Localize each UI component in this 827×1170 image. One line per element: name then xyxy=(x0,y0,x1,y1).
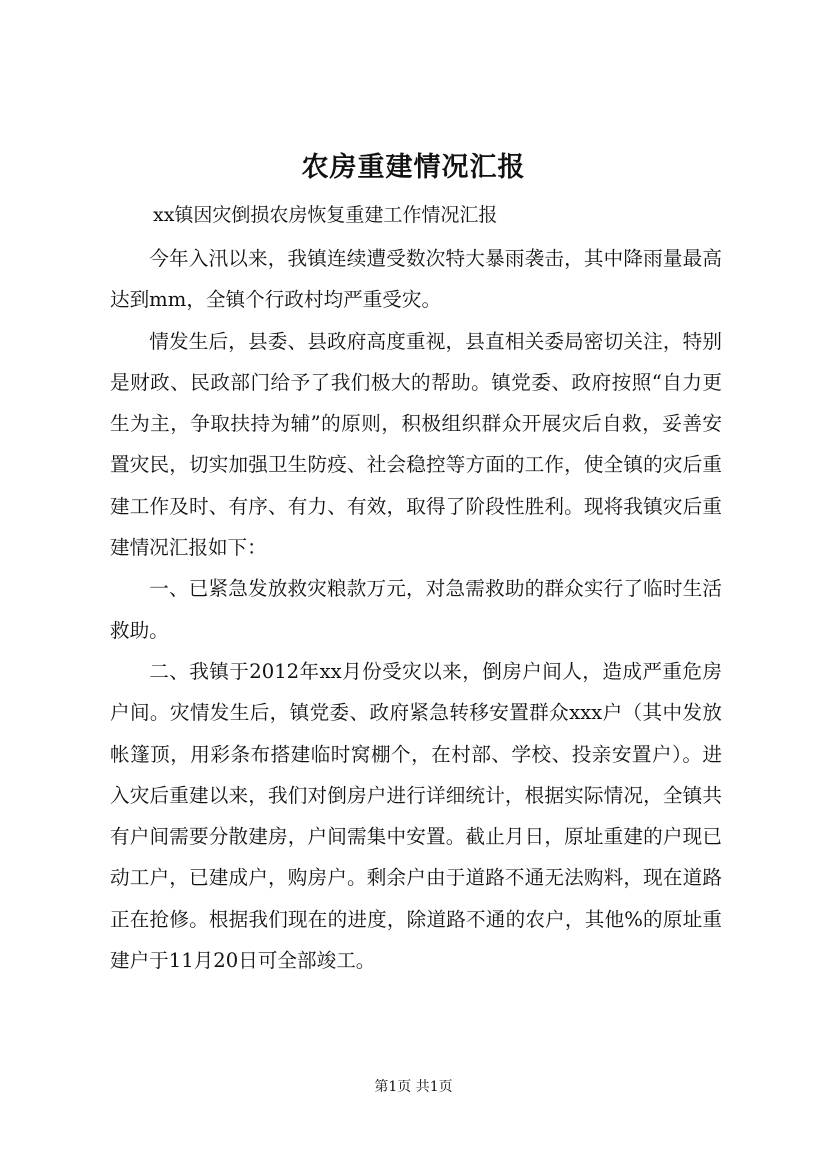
body-paragraph-3: 一、已紧急发放救灾粮款万元，对急需救助的群众实行了临时生活救助。 xyxy=(110,577,722,642)
page-footer: 第1页 共1页 xyxy=(374,1079,453,1095)
document-body xyxy=(110,238,722,981)
body-paragraph-4: 二、我镇于2012年xx月份受灾以来，倒房户间人，造成严重危房户间。灾情发生后，镇党委、政府紧急转移安置群众xxx户（其中发放帐篷顶，用彩条布搭建临时窝棚个，在村部、学校、投亲安置户）。进入灾后重建以来，我们对倒房户进行详细统计，根据实际情况，全镇共有户间需要分散建房，户间需集中安置。截止月日，原址重建的户现已动工户，已建成户，购房户。剩余户由于道路不通无法购料，现在道路正在抢修。根据我们现在的进度，除道路不通的农户，其他%的原址重建户于11月20日可全部竣工。 xyxy=(110,659,722,973)
body-paragraph-1: 今年入汛以来，我镇连续遭受数次特大暴雨袭击，其中降雨量最高达到mm，全镇个行政村均严重受灾。 xyxy=(110,247,722,312)
document-title: 农房重建情况汇报 xyxy=(301,152,526,183)
body-paragraph-2: 情发生后，县委、县政府高度重视，县直相关委局密切关注，特别是财政、民政部门给予了我们极大的帮助。镇党委、政府按照“自力更生为主，争取扶持为辅”的原则，积极组织群众开展灾后自救，妥善安置灾民，切实加强卫生防疫、社会稳控等方面的工作，使全镇的灾后重建工作及时、有序、有力、有效，取得了阶段性胜利。现将我镇灾后重建情况汇报如下： xyxy=(110,329,722,560)
document-subtitle: xx镇因灾倒损农房恢复重建工作情况汇报 xyxy=(153,204,498,226)
